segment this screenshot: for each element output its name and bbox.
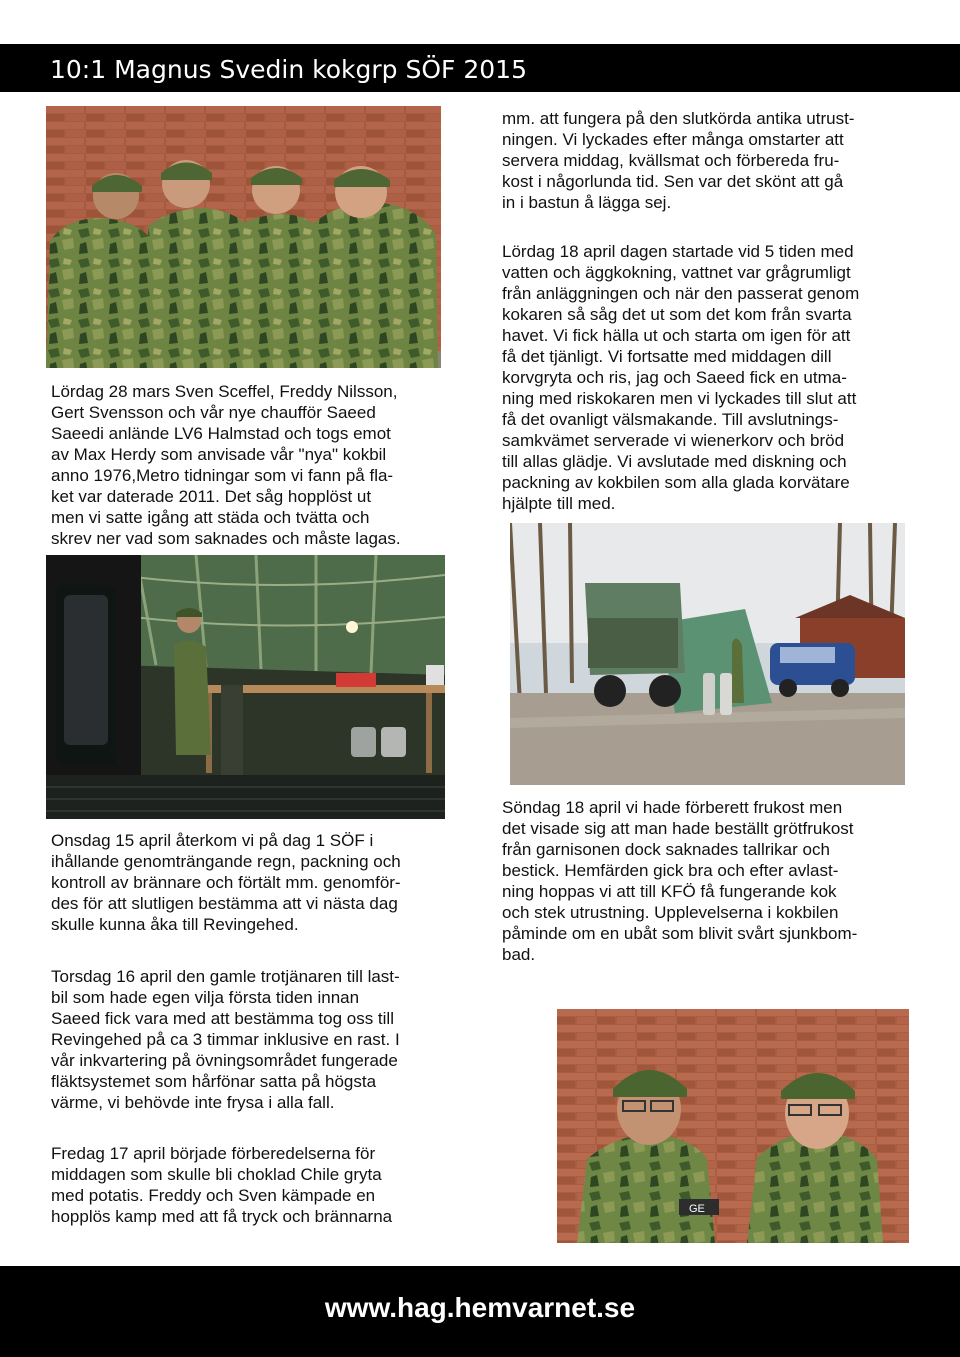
photo-two-soldiers [557, 1009, 909, 1243]
page-footer [0, 1266, 960, 1357]
footer-website-link[interactable]: www.hag.hemvarnet.se [324, 1292, 636, 1323]
paragraph-lordag-28-mars: Lördag 28 mars Sven Sceffel, Freddy Nilsson, Gert Svensson och vår nye chaufför Saeed Saeedi anlände LV6 Halmstad och togs emot av Max Herdy som anvisade vår "nya" kokbil anno 1976,Metro tidningar som vi fann på fla- ket var daterade 2011. Det såg hopplöst ut men vi satte igång att städa och tvätta och skrev ner vad som saknades och måste lagas. [51, 382, 401, 548]
photo-four-soldiers [46, 106, 441, 368]
paragraph-torsdag-16-april: Torsdag 16 april den gamle trotjänaren till last- bil som hade egen vilja första tiden innan Saeed fick vara med att bestämma tog oss till Revingehed på ca 3 timmar inklusive en rast. I vår inkvartering på övningsområdet fungerade fläktsystemet som hårfönar satta på högsta värme, vi behövde inte frysa i alla fall. [51, 967, 400, 1112]
paragraph-fredag-17-april: Fredag 17 april började förberedelserna för middagen som skulle bli choklad Chile gryta med potatis. Freddy och Sven kämpade en hopplös kamp med att få tryck och brännarna [51, 1144, 393, 1226]
page-title: 10:1 Magnus Svedin kokgrp SÖF 2015 [50, 55, 527, 84]
portrait-name-badge: GE [689, 1203, 705, 1215]
paragraph-sondag-18-april: Söndag 18 april vi hade förberett frukost men det visade sig att man hade beställt grötfrukost från garnisonen dock saknades tallrikar och bestick. Hemfärden gick bra och efter avlast- ning hoppas vi att till KFÖ få fungerande kok och stek utrustning. Upplevelserna i kokbilen påminde om en ubåt som blivit svårt sjunkbom- bad. [502, 798, 858, 964]
photo-field-kitchen-truck [510, 523, 905, 785]
photo-kitchen-interior [46, 555, 445, 819]
page-header [0, 44, 960, 92]
paragraph-lordag-18-april: Lördag 18 april dagen startade vid 5 tiden med vatten och äggkokning, vattnet var grågrumligt från anläggningen och när den passerat genom kokaren så såg det ut som det kom från svarta havet. Vi fick hälla ut och starta om igen för att få det tjänligt. Vi fortsatte med middagen dill korvgryta och ris, jag och Saeed fick en utma- ning med riskokaren men vi lyckades till slut att få det ovanligt välsmakande. Till avslutnings- samkvämet serverade vi wienerkorv och bröd till allas glädje. Vi avslutade med diskning och packning av kokbilen som alla glada korvätare hjälpte till med. [502, 242, 860, 513]
paragraph-onsdag-15-april: Onsdag 15 april återkom vi på dag 1 SÖF i ihållande genomträngande regn, packning och kontroll av brännare och förtält mm. genomför- des för att slutligen bestämma att vi nästa dag skulle kunna åka till Revingehed. [51, 831, 401, 934]
paragraph-continuation: mm. att fungera på den slutkörda antika utrust- ningen. Vi lyckades efter många omstarter att servera middag, kvällsmat och förbereda fru- kost i någorlunda tid. Sen var det skönt att gå in i bastun å lägga sej. [502, 109, 855, 212]
